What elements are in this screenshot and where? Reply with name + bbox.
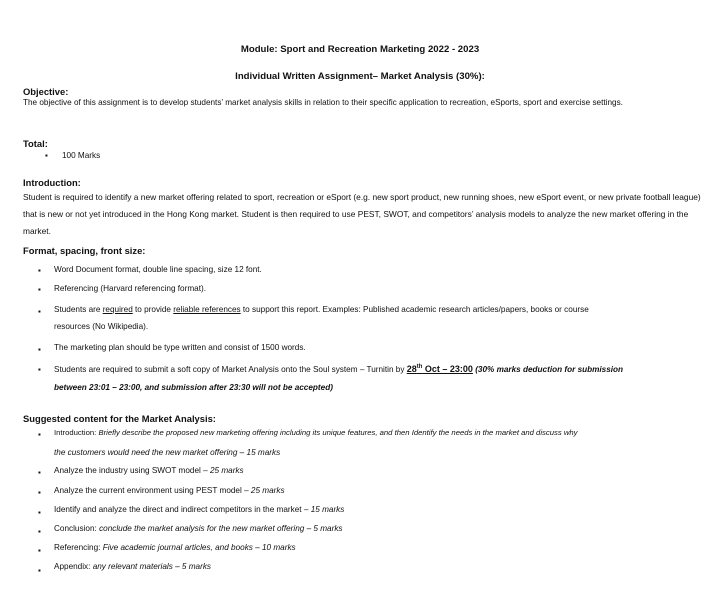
format-item-referencing: Referencing (Harvard referencing format). bbox=[54, 284, 206, 293]
suggested-item-appendix: Appendix: any relevant materials – 5 marks bbox=[54, 562, 212, 571]
suggested-item-conclusion: Conclusion: conclude the market analysis for the new market offering – 5 marks bbox=[54, 524, 343, 533]
format-item-submission-note: between 23:01 – 23:00, and submission after 23:30 will not be accepted) bbox=[54, 383, 333, 392]
bullet-icon: ▪ bbox=[38, 430, 41, 439]
bullet-icon: ▪ bbox=[38, 488, 41, 497]
suggested-item-swot: Analyze the industry using SWOT model – 25 marks bbox=[54, 466, 244, 475]
format-item-references-cont: resources (No Wikipedia). bbox=[54, 322, 149, 331]
bullet-icon: ▪ bbox=[38, 527, 41, 536]
format-item-references: Students are required to provide reliable references to support this report. Examples: Published academic research articles/papers, books or course bbox=[54, 305, 589, 314]
bullet-icon: ▪ bbox=[38, 508, 41, 517]
format-heading: Format, spacing, front size: bbox=[23, 245, 146, 256]
bullet-icon: ▪ bbox=[38, 566, 41, 575]
bullet-icon: ▪ bbox=[38, 285, 41, 294]
introduction-heading: Introduction: bbox=[23, 177, 81, 188]
total-heading: Total: bbox=[23, 138, 48, 149]
suggested-item-pest: Analyze the current environment using PEST model – 25 marks bbox=[54, 486, 285, 495]
bullet-icon: ▪ bbox=[38, 546, 41, 555]
suggested-item-introduction-cont: the customers would need the new market offering – 15 marks bbox=[54, 448, 281, 457]
bullet-icon: ▪ bbox=[38, 266, 41, 275]
bullet-icon: ▪ bbox=[38, 307, 41, 316]
suggested-item-competitors: Identify and analyze the direct and indirect competitors in the market – 15 marks bbox=[54, 505, 345, 514]
bullet-icon: ▪ bbox=[38, 365, 41, 374]
objective-heading: Objective: bbox=[23, 86, 69, 97]
format-item-submission: Students are required to submit a soft copy of Market Analysis onto the Soul system – Turnitin by 28th Oct – 23:00 (30% marks deduction for submission bbox=[54, 364, 624, 374]
objective-text: The objective of this assignment is to develop students’ market analysis skills in relation to their specific application to recreation, eSports, sport and exercise settings. bbox=[23, 98, 623, 107]
introduction-text: Student is required to identify a new market offering related to sport, recreation or eSport (e.g. new sport product, new running shoes, new eSport event, or new private football league) that is new or not yet introduced in the Hong Kong market. Student is then required to use PEST, SWOT, and competitors’ analysis models to analyze the new market offering in the market. bbox=[23, 192, 701, 236]
bullet-icon: ▪ bbox=[45, 151, 48, 160]
bullet-icon: ▪ bbox=[38, 468, 41, 477]
total-marks: 100 Marks bbox=[62, 151, 101, 160]
format-item-wordcount: The marketing plan should be type written and consist of 1500 words. bbox=[54, 343, 306, 352]
bullet-icon: ▪ bbox=[38, 345, 41, 354]
format-item-word: Word Document format, double line spacing, size 12 font. bbox=[54, 265, 262, 274]
suggested-item-introduction: Introduction: Briefly describe the proposed new marketing offering including its unique features, and then Identify the needs in the market and discuss why bbox=[54, 428, 578, 437]
suggested-item-referencing: Referencing: Five academic journal articles, and books – 10 marks bbox=[54, 543, 296, 552]
assignment-title: Individual Written Assignment– Market Analysis (30%): bbox=[235, 71, 485, 82]
module-title: Module: Sport and Recreation Marketing 2022 - 2023 bbox=[240, 44, 480, 55]
suggested-heading: Suggested content for the Market Analysis: bbox=[23, 413, 216, 424]
